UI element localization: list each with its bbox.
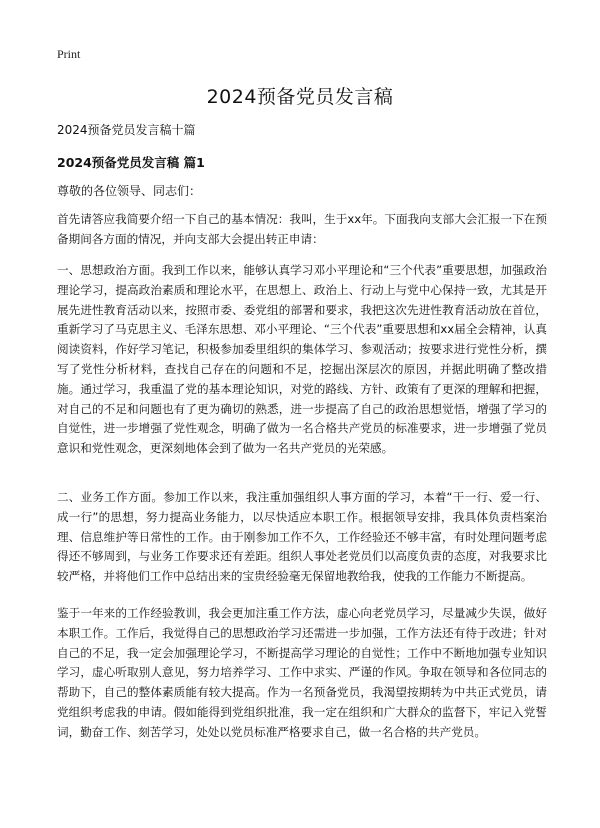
paragraph-lessons-learned: 鉴于一年来的工作经验教训，我会更加注重工作方法，虚心向老党员学习，尽量减少失误，做好本职工作。工作后，我觉得自己的思想政治学习还需进一步加强，工作方法还有待于改进；针对自己的不足，我一定会加强理论学习，不断提高学习理论的自觉性；工作中不断地加强专业知识学习，虚心听取别人意见，努力培养学习、工作中求实、严谨的作风。争取在领导和各位同志的帮助下，自己的整体素质能有较大提高。作为一名预备党员，我渴望按期转为中共正式党员，请党组织考虑我的申请。假如能得到党组织批准，我一定在组织和广大群众的监督下，牢记入党誓词，勤奋工作、刻苦学习，处处以党员标准严格要求自己，做一名合格的共产党员。 bbox=[57, 606, 547, 739]
paragraph-political-thought: 一、思想政治方面。我到工作以来，能够认真学习邓小平理论和“三个代表”重要思想，加强政治理论学习，提高政治素质和理论水平，在思想上、政治上、行动上与党中心保持一致，尤其是开展先进性教育活动以来，按照市委、委党组的部署和要求，我把这次先进性教育活动放在首位，重新学习了马克思主义、毛泽东思想、邓小平理论、“三个代表”重要思想和xx届全会精神，认真阅读资料，作好学习笔记，积极参加委里组织的集体学习、参观活动；按要求进行党性分析，撰写了党性分析材料，查找自己存在的问题和不足，挖掘出深层次的原因，并据此明确了整改措施。通过学习，我重温了党的基本理论知识，对党的路线、方针、政策有了更深的理解和把握，对自己的不足和问题也有了更为确切的熟悉，进一步提高了自己的政治思想觉悟，增强了学习的自觉性，进一步增强了党性观念，明确了做为一名合格共产党员的标准要求，进一步增强了党员意识和党性观念，更深刻地体会到了做为一名共产党员的光荣感。 bbox=[57, 263, 547, 456]
page-title: 2024预备党员发言稿 bbox=[206, 86, 394, 108]
print-link[interactable]: Print bbox=[57, 47, 81, 61]
section-heading: 2024预备党员发言稿 篇1 bbox=[57, 155, 205, 170]
paragraph-business-work: 二、业务工作方面。参加工作以来，我注重加强组织人事方面的学习，本着“干一行、爱一行、成一行”的思想，努力提高业务能力，以尽快适应本职工作。根据领导安排，我具体负责档案治理、信息维护等日常性的工作。由于刚参加工作不久，工作经验还不够丰富，有时处理问题考虑得还不够周到，与业务工作要求还有差距。组织人事处老党员们以高度负责的态度，对我要求比较严格，并将他们工作中总结出来的宝贵经验毫无保留地教给我，使我的工作能力不断提高。 bbox=[57, 490, 547, 584]
paragraph-introduction: 首先请答应我简要介绍一下自己的基本情况：我叫，生于xx年。下面我向支部大会汇报一下在预备期间各方面的情况，并向支部大会提出转正申请： bbox=[57, 212, 547, 246]
greeting-text: 尊敬的各位领导、同志们： bbox=[57, 184, 202, 198]
document-subtitle: 2024预备党员发言稿十篇 bbox=[57, 123, 196, 137]
